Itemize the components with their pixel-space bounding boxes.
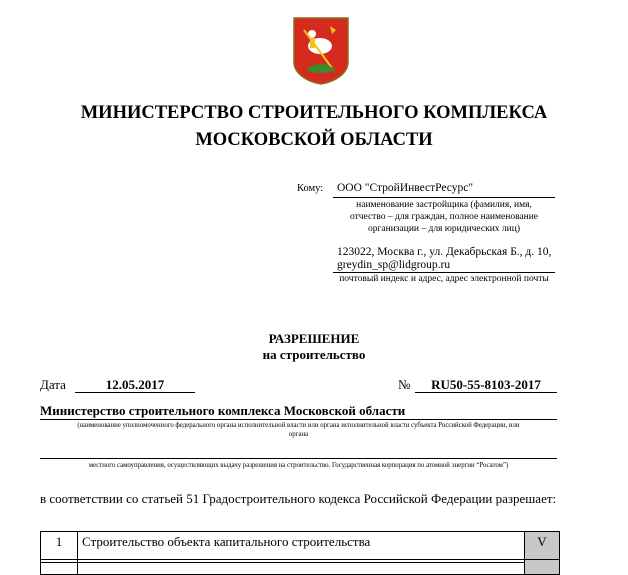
number-label: № <box>398 377 411 392</box>
permit-table-next-row <box>40 559 560 575</box>
issuer-hint-1: (наименование уполномоченного федерального органа исполнительной власти или органа исполнительной власти субъекта Российской Федерации, или <box>77 422 520 429</box>
permit-body-text: в соответствии со статьей 51 Градостроительного кодекса Российской Федерации разрешает: <box>40 491 557 506</box>
permit-subtitle: на строительство <box>262 347 366 362</box>
number-underline <box>415 392 557 393</box>
recipient-email: greydin_sp@lidgroup.ru <box>337 259 451 271</box>
ministry-title-line1: МИНИСТЕРСТВО СТРОИТЕЛЬНОГО КОМПЛЕКСА <box>80 103 548 123</box>
table-row <box>41 532 560 563</box>
issuer-second-underline <box>40 458 557 459</box>
recipient-name-underline <box>333 197 555 198</box>
issuer-hint-2: органа <box>288 431 309 438</box>
issuer-underline <box>40 419 557 420</box>
recipient-name-hint-1: наименование застройщика (фамилия, имя, <box>356 200 532 210</box>
permit-date: 12.05.2017 <box>105 377 165 392</box>
ministry-title-line2: МОСКОВСКОЙ ОБЛАСТИ <box>195 130 433 150</box>
coat-of-arms-emblem <box>292 16 350 86</box>
permit-title: РАЗРЕШЕНИЕ <box>268 331 360 346</box>
recipient-name-hint-3: организации – для юридических лиц) <box>367 224 520 234</box>
table-row-number: 1 <box>41 532 78 563</box>
date-label: Дата <box>40 377 66 392</box>
issuer-name: Министерство строительного комплекса Московской области <box>40 403 406 418</box>
recipient-address-hint: почтовый индекс и адрес, адрес электронной почты <box>339 274 549 284</box>
recipient-name: ООО "СтройИнвестРесурс" <box>337 182 474 194</box>
issuer-hint-3: местного самоуправления, осуществляющих выдачу разрешения на строительство. Государственная корпорация по атомной энергии “Росатом”) <box>88 462 509 469</box>
table-row-checkmark: V <box>525 532 560 563</box>
permit-number: RU50-55-8103-2017 <box>431 377 541 392</box>
recipient-label: Кому: <box>297 183 324 194</box>
date-underline <box>75 392 195 393</box>
table-row-text: Строительство объекта капитального строительства <box>78 532 525 563</box>
recipient-name-hint-2: отчество – для граждан, полное наименование <box>349 212 539 222</box>
recipient-address: 123022, Москва г., ул. Декабрьская Б., д. 10, <box>337 246 552 258</box>
